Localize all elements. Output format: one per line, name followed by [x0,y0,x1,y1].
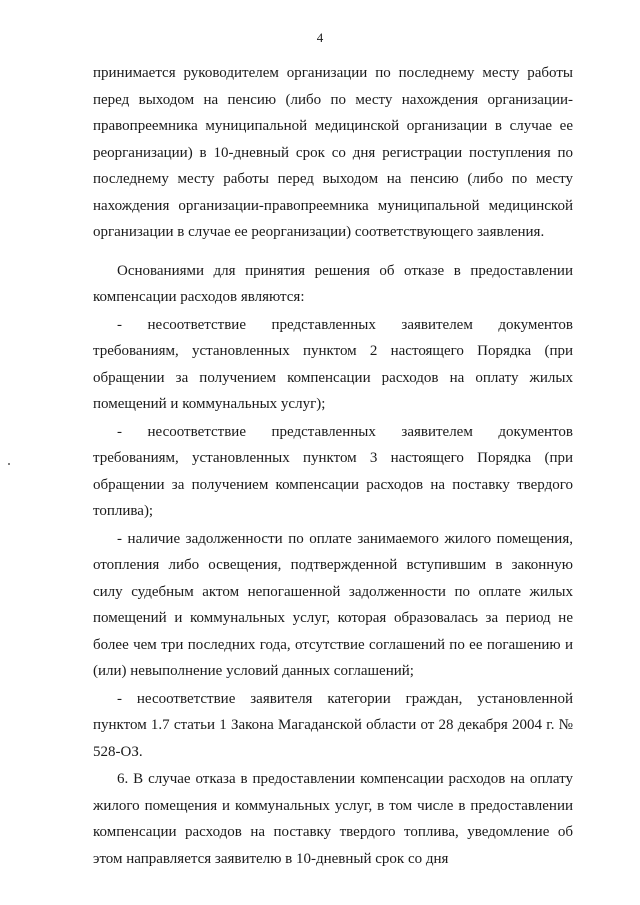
document-body [93,60,573,872]
paragraph-continuation: принимается руководителем организации по последнему месту работы перед выходом на пенсию (либо по месту нахождения организации-правопреемника муниципальной медицинской организации в случае ее реорганизации) в 10-дневный срок со дня регистрации поступления по последнему месту работы перед выходом на пенсию (либо по месту нахождения организации-правопреемника муниципальной медицинской организации в случае ее реорганизации) соответствующего заявления. [93,65,573,240]
paragraph-refusal-grounds: Основаниями для принятия решения об отказе в предоставлении компенсации расходов являются: [93,262,573,305]
list-item-documents-point-2: - несоответствие представленных заявителем документов требованиям, установленных пунктом 2 настоящего Порядка (при обращении за получением компенсации расходов на оплату жилых помещений и коммунальных услуг); [93,316,573,412]
scan-speck [8,463,10,465]
list-item-category: - несоответствие заявителя категории граждан, установленной пунктом 1.7 статьи 1 Закона Магаданской области от 28 декабря 2004 г. № 528-ОЗ. [93,690,573,760]
list-item-documents-point-3: - несоответствие представленных заявителем документов требованиям, установленных пунктом 3 настоящего Порядка (при обращении за получением компенсации расходов на поставку твердого топлива); [93,423,573,519]
list-item-debt: - наличие задолженности по оплате занимаемого жилого помещения, отопления либо освещения, подтвержденной вступившим в законную силу судебным актом непогашенной задолженности по оплате жилых помещений и коммунальных услуг, которая образовалась за период не более чем три последних года, отсутствие соглашений по ее погашению и (или) невыполнение условий данных соглашений; [93,530,573,679]
page-number: 4 [316,30,324,45]
paragraph-section-6: 6. В случае отказа в предоставлении компенсации расходов на оплату жилого помещения и коммунальных услуг, в том числе в предоставлении компенсации расходов на поставку твердого топлива, уведомление об этом направляется заявителю в 10-дневный срок со дня [93,771,573,867]
